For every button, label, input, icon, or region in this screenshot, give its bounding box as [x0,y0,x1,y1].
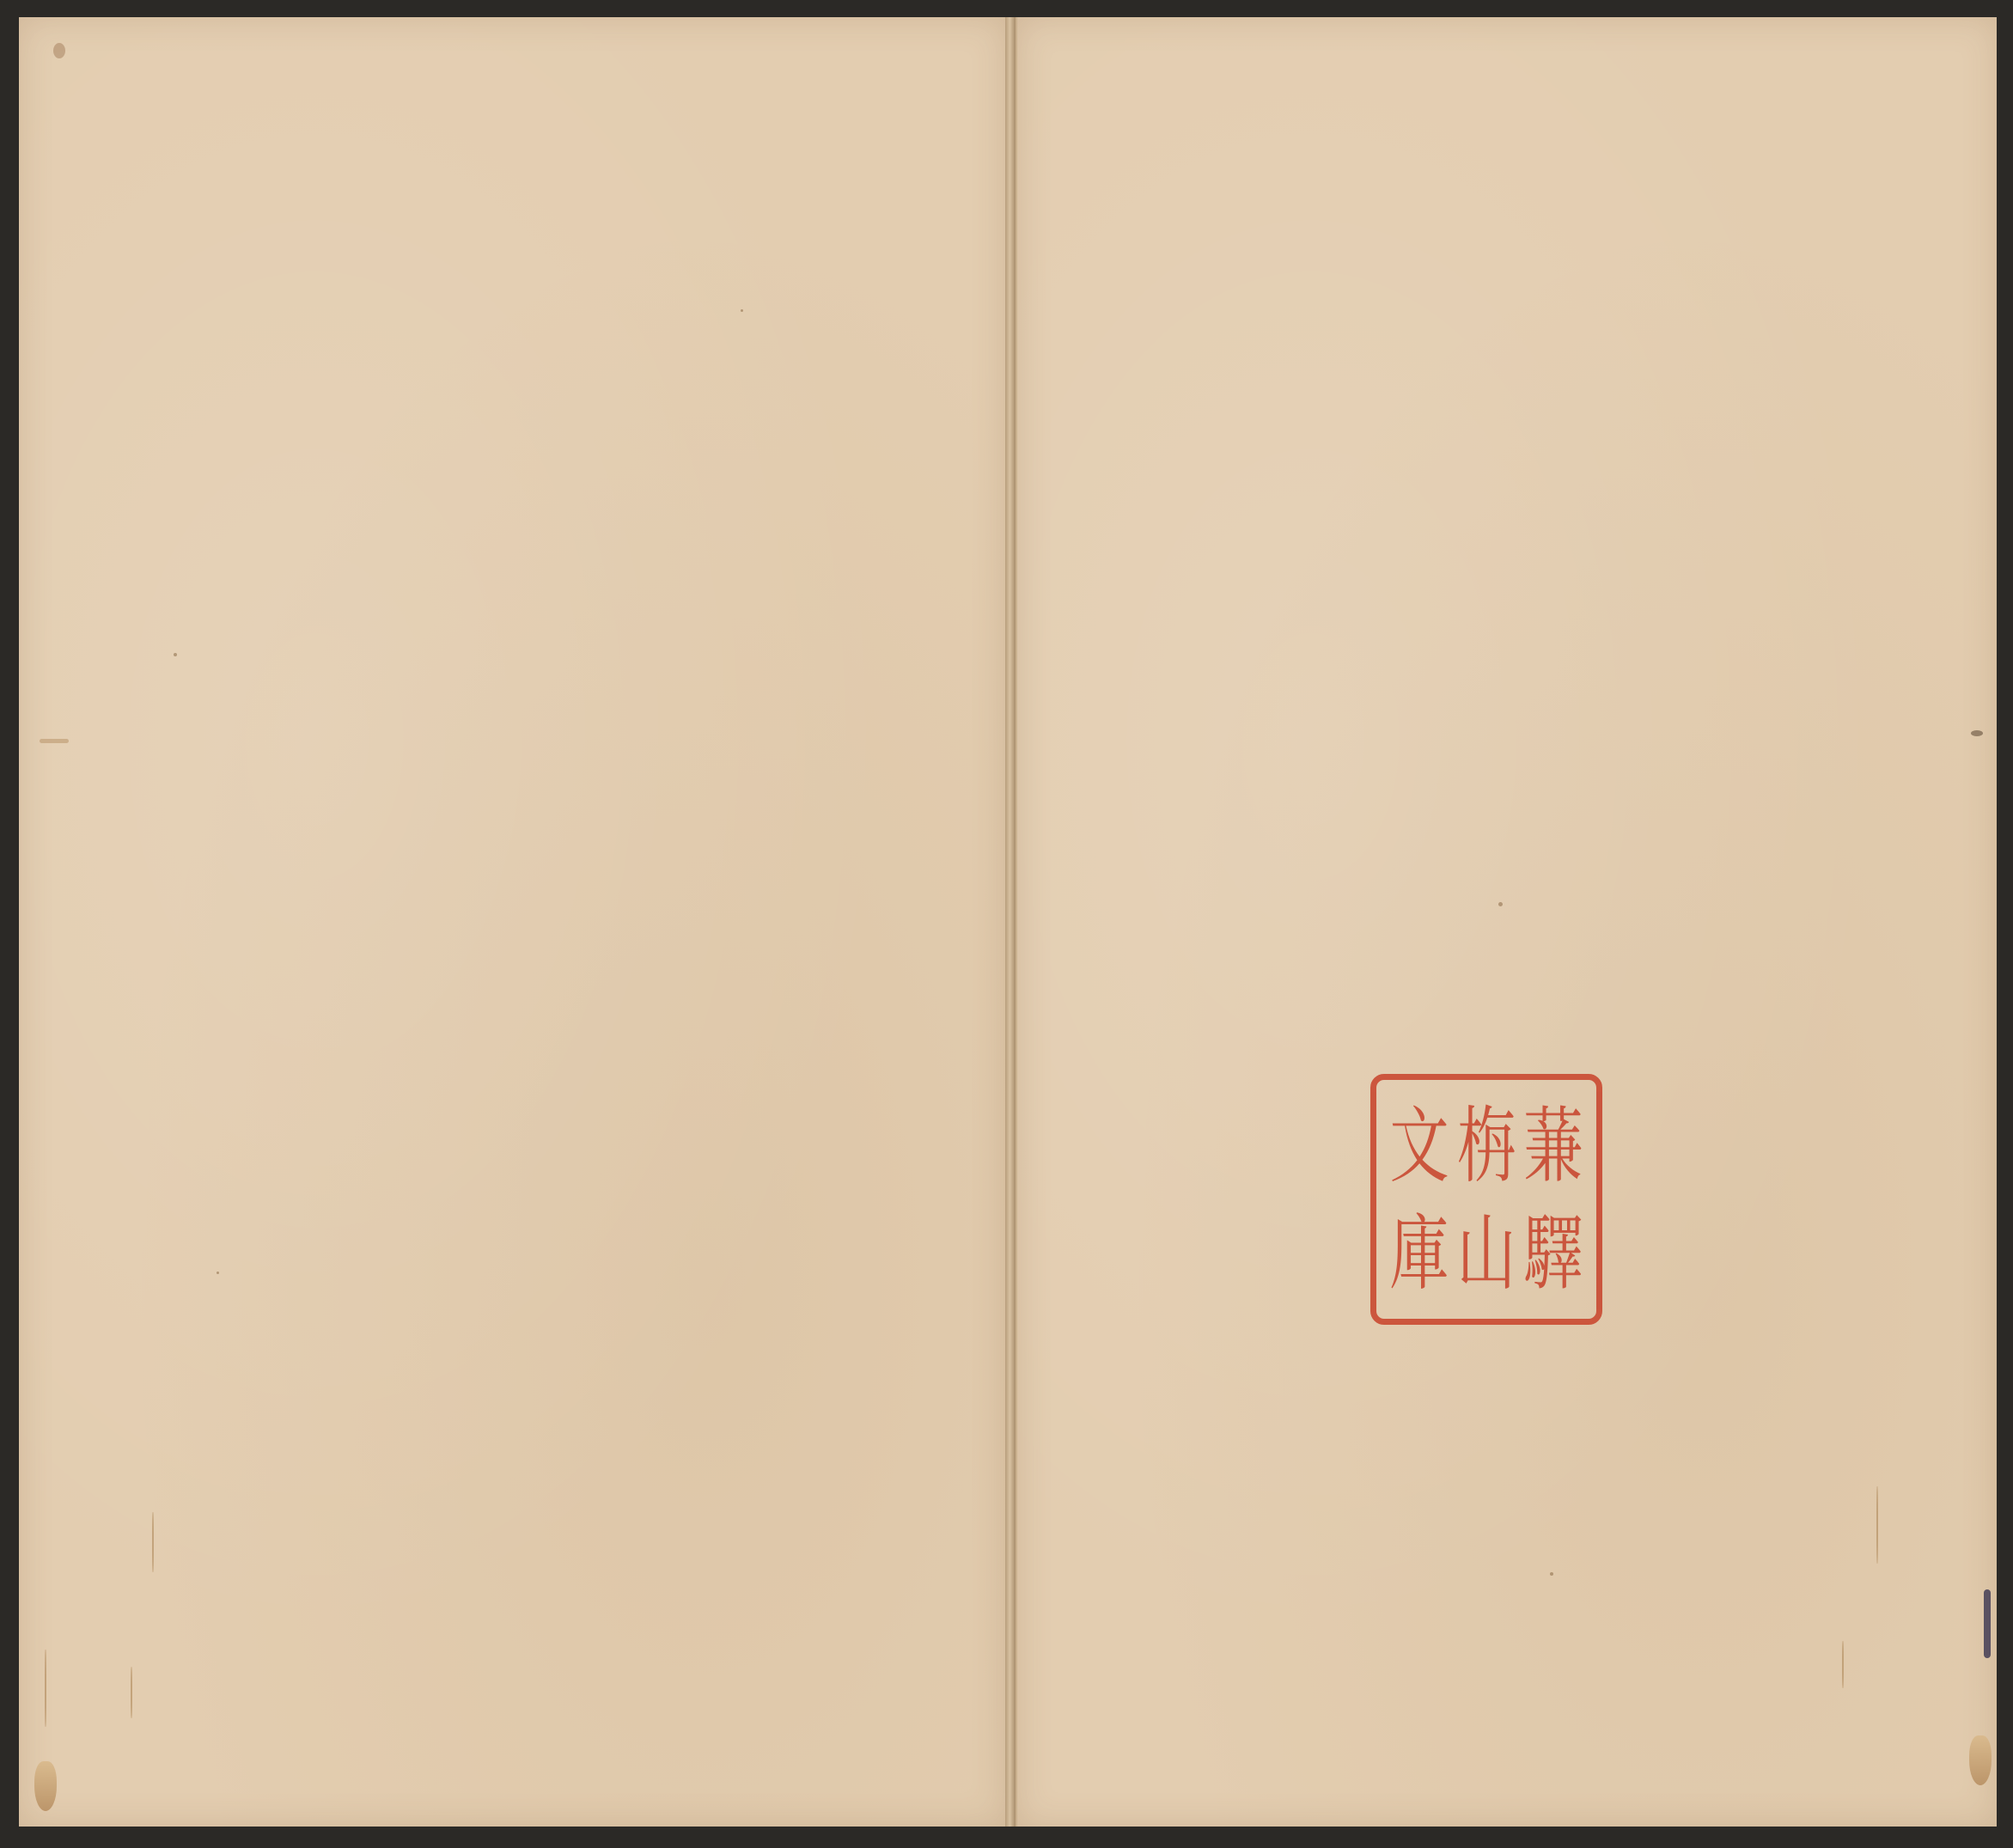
seal-column [1454,1092,1520,1307]
paper-fiber [45,1650,46,1727]
seal-character: 山 [1456,1205,1516,1302]
binding-thread [1984,1589,1991,1658]
paper-speck [174,653,177,656]
paper-speck [1550,1572,1553,1576]
collector-seal [1370,1074,1602,1325]
left-page [19,17,1007,1827]
paper-fiber [1842,1641,1844,1688]
seal-grid [1387,1092,1586,1307]
seal-character: 蒹 [1523,1097,1583,1194]
book-gutter [1005,17,1016,1827]
seal-character: 庫 [1389,1205,1449,1302]
paper-speck [1971,730,1983,736]
seal-character: 文 [1389,1097,1449,1194]
binding-thread [34,1761,57,1811]
seal-character: 驛 [1523,1205,1583,1302]
paper-fiber [131,1667,132,1718]
paper-speck [40,739,69,743]
paper-fiber [152,1512,154,1572]
paper-speck [53,43,65,58]
seal-character: 栴 [1456,1097,1516,1194]
paper-speck [1498,902,1503,906]
seal-column [1520,1092,1586,1307]
book-spread [19,17,1995,1827]
paper-speck [217,1272,219,1274]
paper-fiber [1876,1486,1878,1564]
binding-thread [1969,1735,1992,1785]
right-page [1016,17,1997,1827]
seal-column [1387,1092,1453,1307]
paper-speck [741,309,743,312]
